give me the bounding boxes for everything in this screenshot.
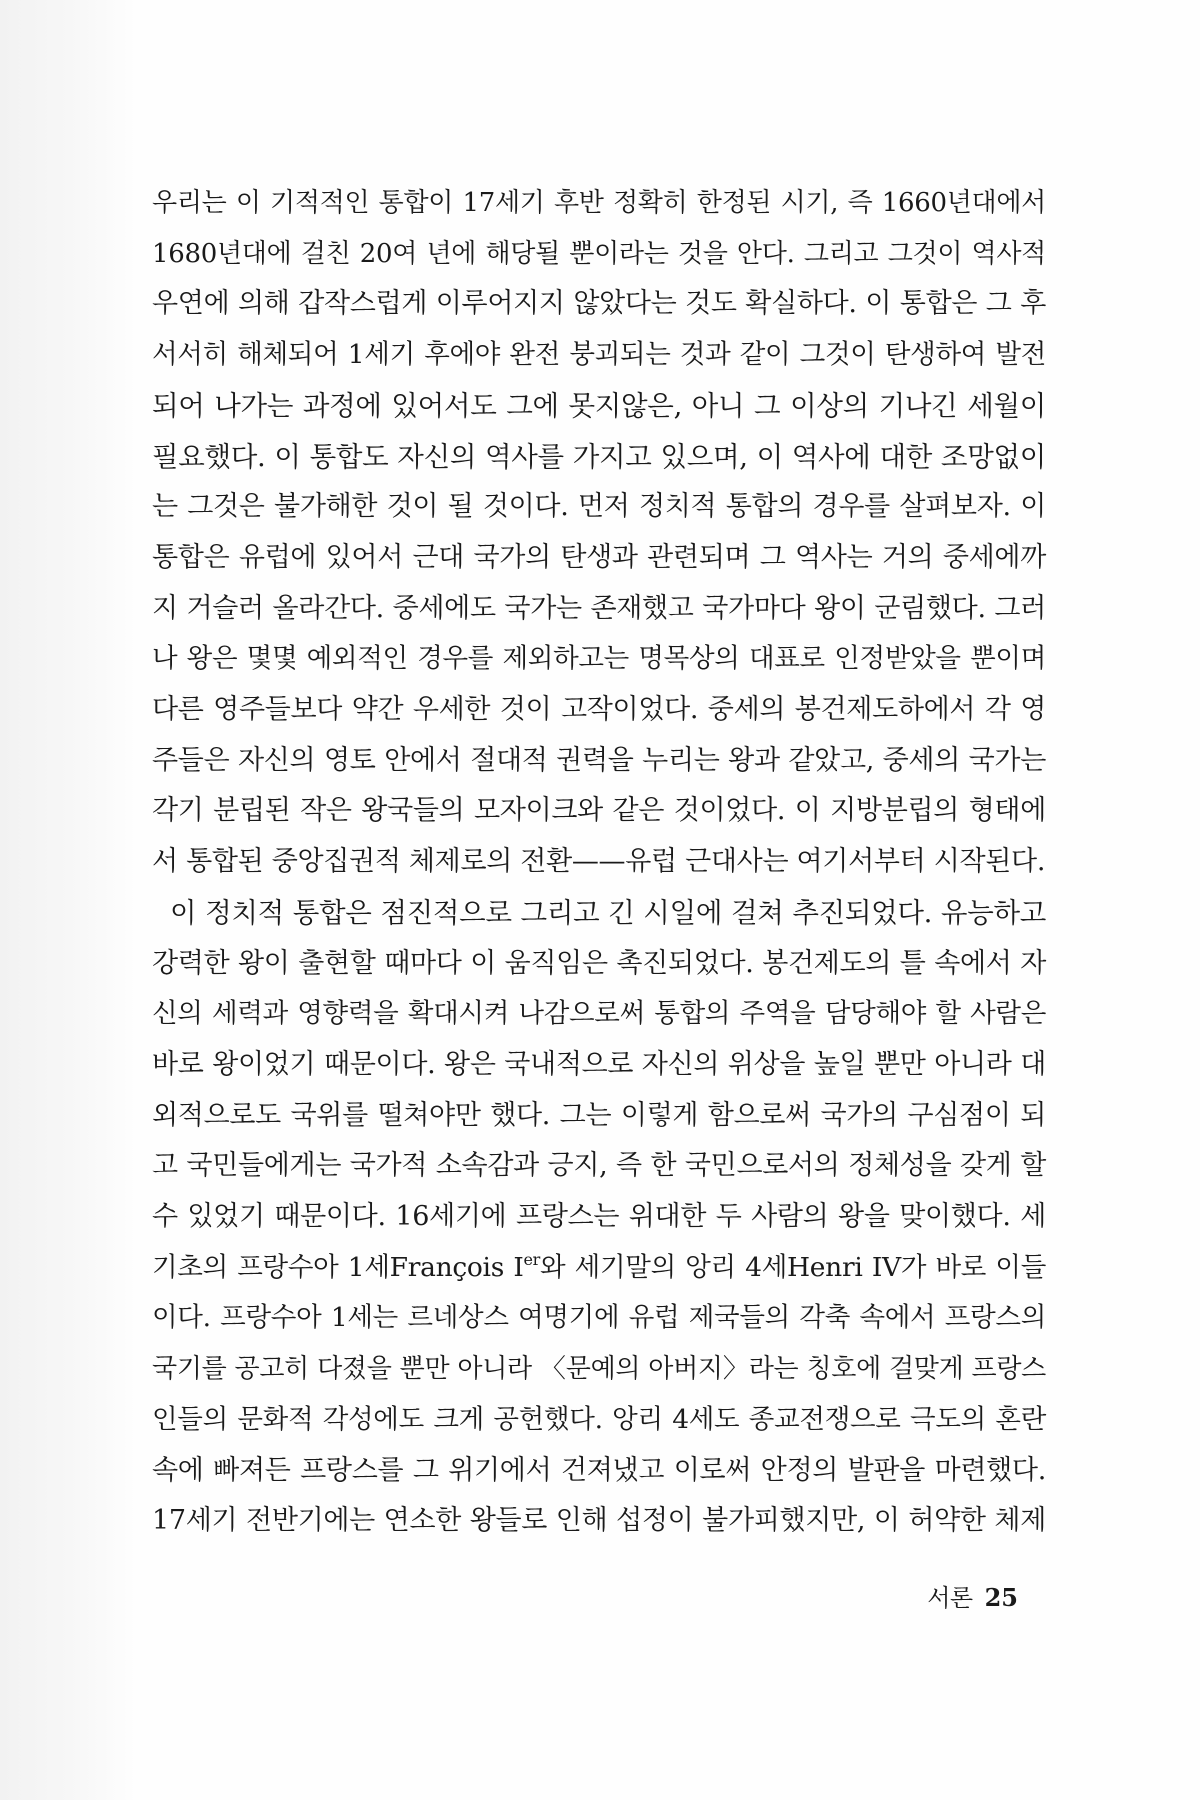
text-line: 되어 나가는 과정에 있어서도 그에 못지않은, 아니 그 이상의 기나긴 세월이 [152, 389, 1046, 422]
text-line: 필요했다. 이 통합도 자신의 역사를 가지고 있으며, 이 역사에 대한 조망없이 [152, 440, 1046, 473]
text-line: 는 그것은 불가해한 것이 될 것이다. 먼저 정치적 통합의 경우를 살펴보자. 이 [152, 491, 1046, 523]
text-line: 이다. 프랑수아 1세는 르네상스 여명기에 유럽 제국들의 각축 속에서 프랑스의 [152, 1302, 1046, 1334]
page-footer [927, 1578, 1018, 1613]
text-line: 17세기 전반기에는 연소한 왕들로 인해 섭정이 불가피했지만, 이 허약한 체제 [152, 1505, 1046, 1537]
text-line: 강력한 왕이 출현할 때마다 이 움직임은 촉진되었다. 봉건제도의 틀 속에서 자 [152, 947, 1046, 979]
text-line: 이 정치적 통합은 점진적으로 그리고 긴 시일에 걸쳐 추진되었다. 유능하고 [170, 896, 1046, 929]
text-line: 나 왕은 몇몇 예외적인 경우를 제외하고는 명목상의 대표로 인정받았을 뿐이며 [152, 643, 1046, 675]
text-line: 서 통합된 중앙집권적 체제로의 전환——유럽 근대사는 여기서부터 시작된다. [152, 846, 1046, 878]
text-line: 다른 영주들보다 약간 우세한 것이 고작이었다. 중세의 봉건제도하에서 각 영 [152, 694, 1046, 726]
body-text [152, 178, 1046, 1547]
text-line: 각기 분립된 작은 왕국들의 모자이크와 같은 것이었다. 이 지방분립의 형태에 [152, 795, 1046, 827]
paragraph-2 [152, 888, 1046, 1547]
text-line: 주들은 자신의 영토 안에서 절대적 권력을 누리는 왕과 같았고, 중세의 국가는 [152, 744, 1046, 776]
text-line: 지 거슬러 올라간다. 중세에도 국가는 존재했고 국가마다 왕이 군림했다. 그러 [152, 592, 1046, 624]
text-line: 우리는 이 기적적인 통합이 17세기 후반 정확히 한정된 시기, 즉 1660년대에서 [152, 188, 1046, 218]
text-line: 수 있었기 때문이다. 16세기에 프랑스는 위대한 두 사람의 왕을 맞이했다. 세 [152, 1201, 1046, 1233]
text-line: 1680년대에 걸친 20여 년에 해당될 뿐이라는 것을 안다. 그리고 그것이 역사적 [152, 238, 1046, 269]
text-line: 외적으로도 국위를 떨쳐야만 했다. 그는 이렇게 함으로써 국가의 구심점이 되 [152, 1099, 1046, 1131]
text-line: 인들의 문화적 각성에도 크게 공헌했다. 앙리 4세도 종교전쟁으로 극도의 혼란 [152, 1403, 1046, 1435]
superscript: er [523, 1249, 541, 1269]
text-line [152, 1243, 1046, 1294]
text-line: 서서히 해체되어 1세기 후에야 완전 붕괴되는 것과 같이 그것이 탄생하여 발전 [152, 339, 1046, 371]
text-line: 고 국민들에게는 국가적 소속감과 긍지, 즉 한 국민으로서의 정체성을 갖게 할 [152, 1150, 1046, 1182]
text-line: 속에 빠져든 프랑스를 그 위기에서 건져냈고 이로써 안정의 발판을 마련했다. [152, 1454, 1046, 1486]
text-segment: 와 세기말의 앙리 4세Henri IV가 바로 이들 [540, 1251, 1046, 1283]
text-line: 바로 왕이었기 때문이다. 왕은 국내적으로 자신의 위상을 높일 뿐만 아니라 대 [152, 1048, 1046, 1080]
text-line: 통합은 유럽에 있어서 근대 국가의 탄생과 관련되며 그 역사는 거의 중세에까 [152, 541, 1046, 573]
page-number: 25 [984, 1583, 1018, 1612]
text-line: 우연에 의해 갑작스럽게 이루어지지 않았다는 것도 확실하다. 이 통합은 그 후 [152, 288, 1046, 320]
page-gutter-shadow [0, 0, 138, 1800]
text-segment: 기초의 프랑수아 1세François I [152, 1251, 524, 1283]
running-section-title: 서론 [927, 1584, 973, 1612]
text-line: 신의 세력과 영향력을 확대시켜 나감으로써 통합의 주역을 담당해야 할 사람은 [152, 998, 1046, 1030]
paragraph-1 [152, 178, 1046, 888]
text-line: 국기를 공고히 다졌을 뿐만 아니라 〈문예의 아버지〉라는 칭호에 걸맞게 프랑스 [152, 1354, 1046, 1385]
